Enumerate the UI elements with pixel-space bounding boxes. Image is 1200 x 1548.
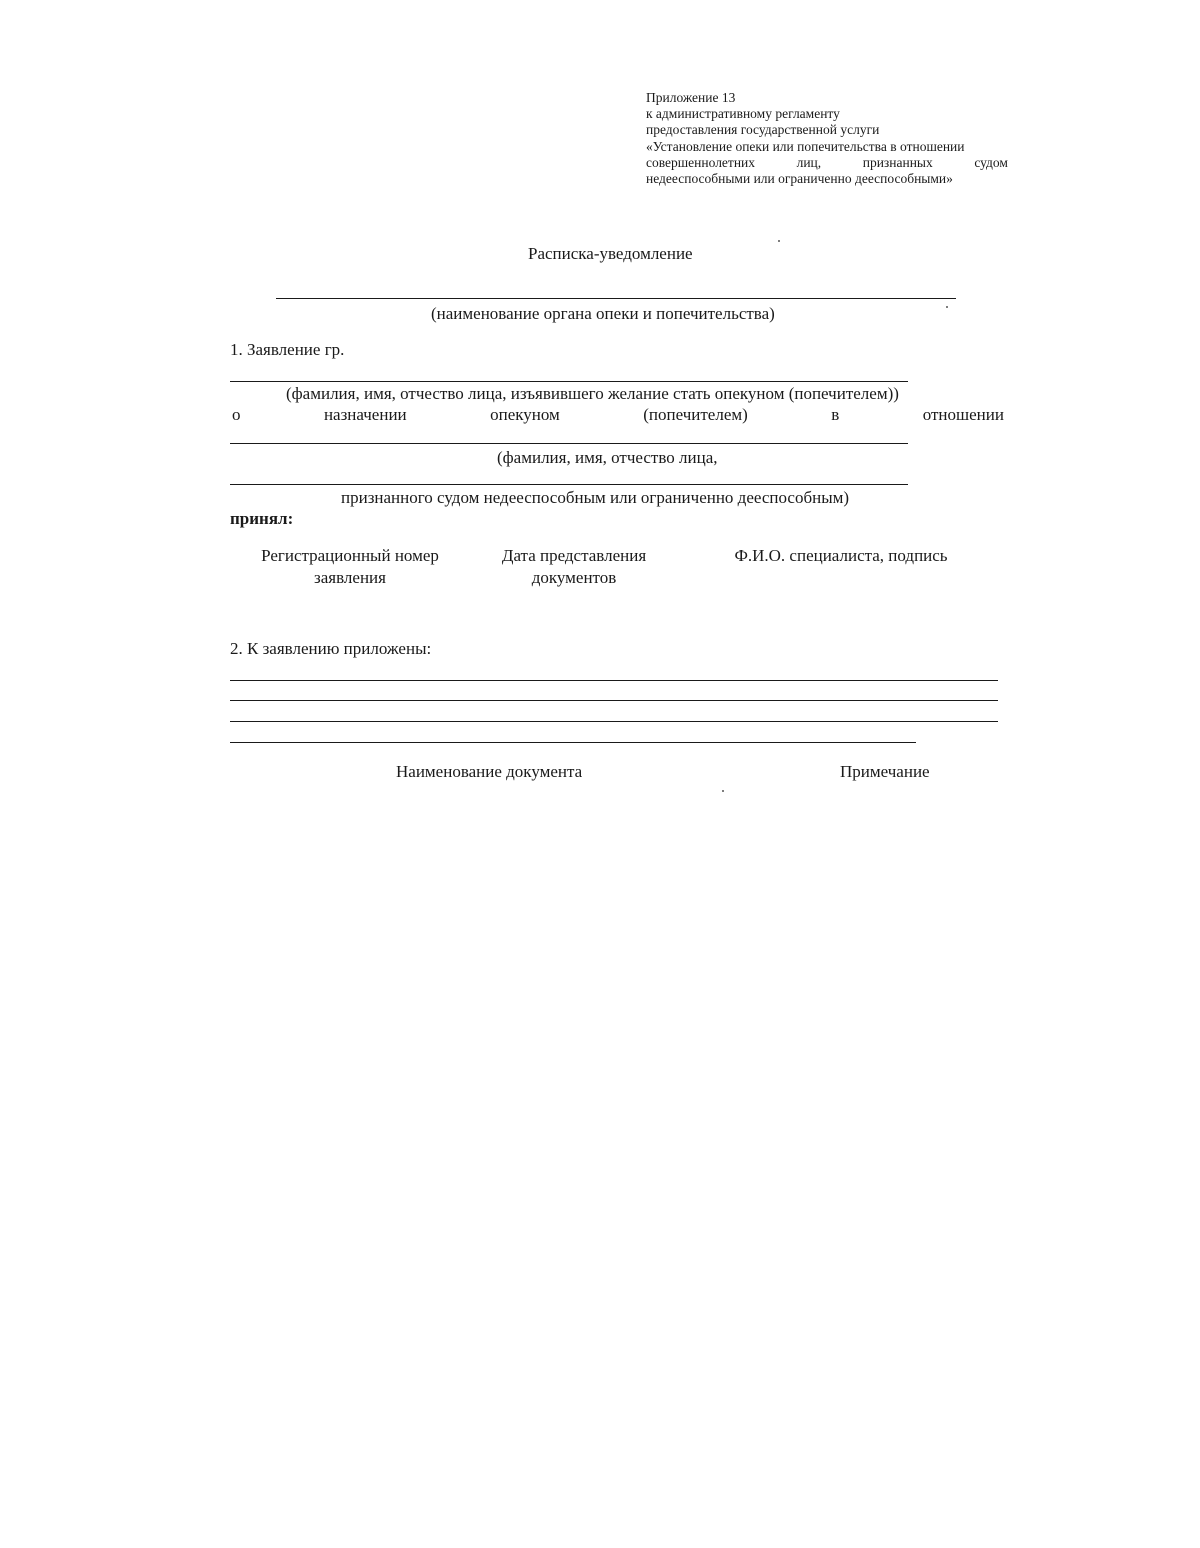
appendix-line-justified	[646, 155, 1008, 171]
scan-speck	[722, 790, 724, 792]
ward-caption: (фамилия, имя, отчество лица,	[497, 448, 718, 467]
note-column: Примечание	[840, 762, 930, 781]
appendix-word: судом	[974, 154, 1008, 170]
section1-heading: 1. Заявление гр.	[230, 340, 345, 359]
document-title: Расписка-уведомление	[528, 244, 693, 263]
reg-number-column: Регистрационный номер заявления	[261, 546, 439, 587]
appendix-line-end: недееспособными или ограниченно дееспособными»	[646, 171, 953, 187]
organ-name-line[interactable]	[276, 298, 956, 299]
organ-caption: (наименование органа опеки и попечительства)	[431, 304, 775, 323]
ward-name-line[interactable]	[230, 443, 908, 444]
attachment-line-2[interactable]	[230, 700, 998, 701]
appointment-word: отношении	[922, 405, 1004, 424]
scan-speck	[946, 306, 948, 308]
appointment-word: (попечителем)	[643, 405, 748, 424]
appointment-word: опекуном	[490, 405, 560, 424]
scan-speck	[778, 240, 780, 242]
appointment-row	[232, 405, 1004, 425]
appendix-number: Приложение 13	[646, 90, 736, 105]
accepted-label: принял:	[230, 509, 294, 528]
appendix-word: совершеннолетних	[646, 154, 756, 170]
applicant-name-line[interactable]	[230, 381, 908, 382]
appointment-word: назначении	[323, 405, 407, 424]
applicant-caption: (фамилия, имя, отчество лица, изъявившего желание стать опекуном (попечителем))	[286, 384, 899, 403]
appendix-word: лиц,	[796, 154, 822, 170]
date-column: Дата представления документов	[501, 546, 647, 587]
document-name-column: Наименование документа	[396, 762, 583, 781]
appendix-line-service: предоставления государственной услуги	[646, 122, 880, 138]
appointment-word: о	[232, 405, 241, 424]
attachment-line-1[interactable]	[230, 680, 998, 681]
appendix-line-service-name: «Установление опеки или попечительства в отношении	[646, 138, 965, 154]
appendix-header	[646, 90, 1008, 187]
specialist-column: Ф.И.О. специалиста, подпись	[734, 546, 948, 565]
appointment-word: в	[831, 405, 840, 424]
attachment-line-4[interactable]	[230, 742, 916, 743]
ward-name-line-2[interactable]	[230, 484, 908, 485]
section2-heading: 2. К заявлению приложены:	[230, 639, 432, 658]
ward-caption-2: признанного судом недееспособным или ограниченно дееспособным)	[341, 488, 850, 507]
appendix-line-regulation: к административному регламенту	[646, 106, 840, 122]
attachment-line-3[interactable]	[230, 721, 998, 722]
appendix-word: признанных	[862, 154, 933, 170]
